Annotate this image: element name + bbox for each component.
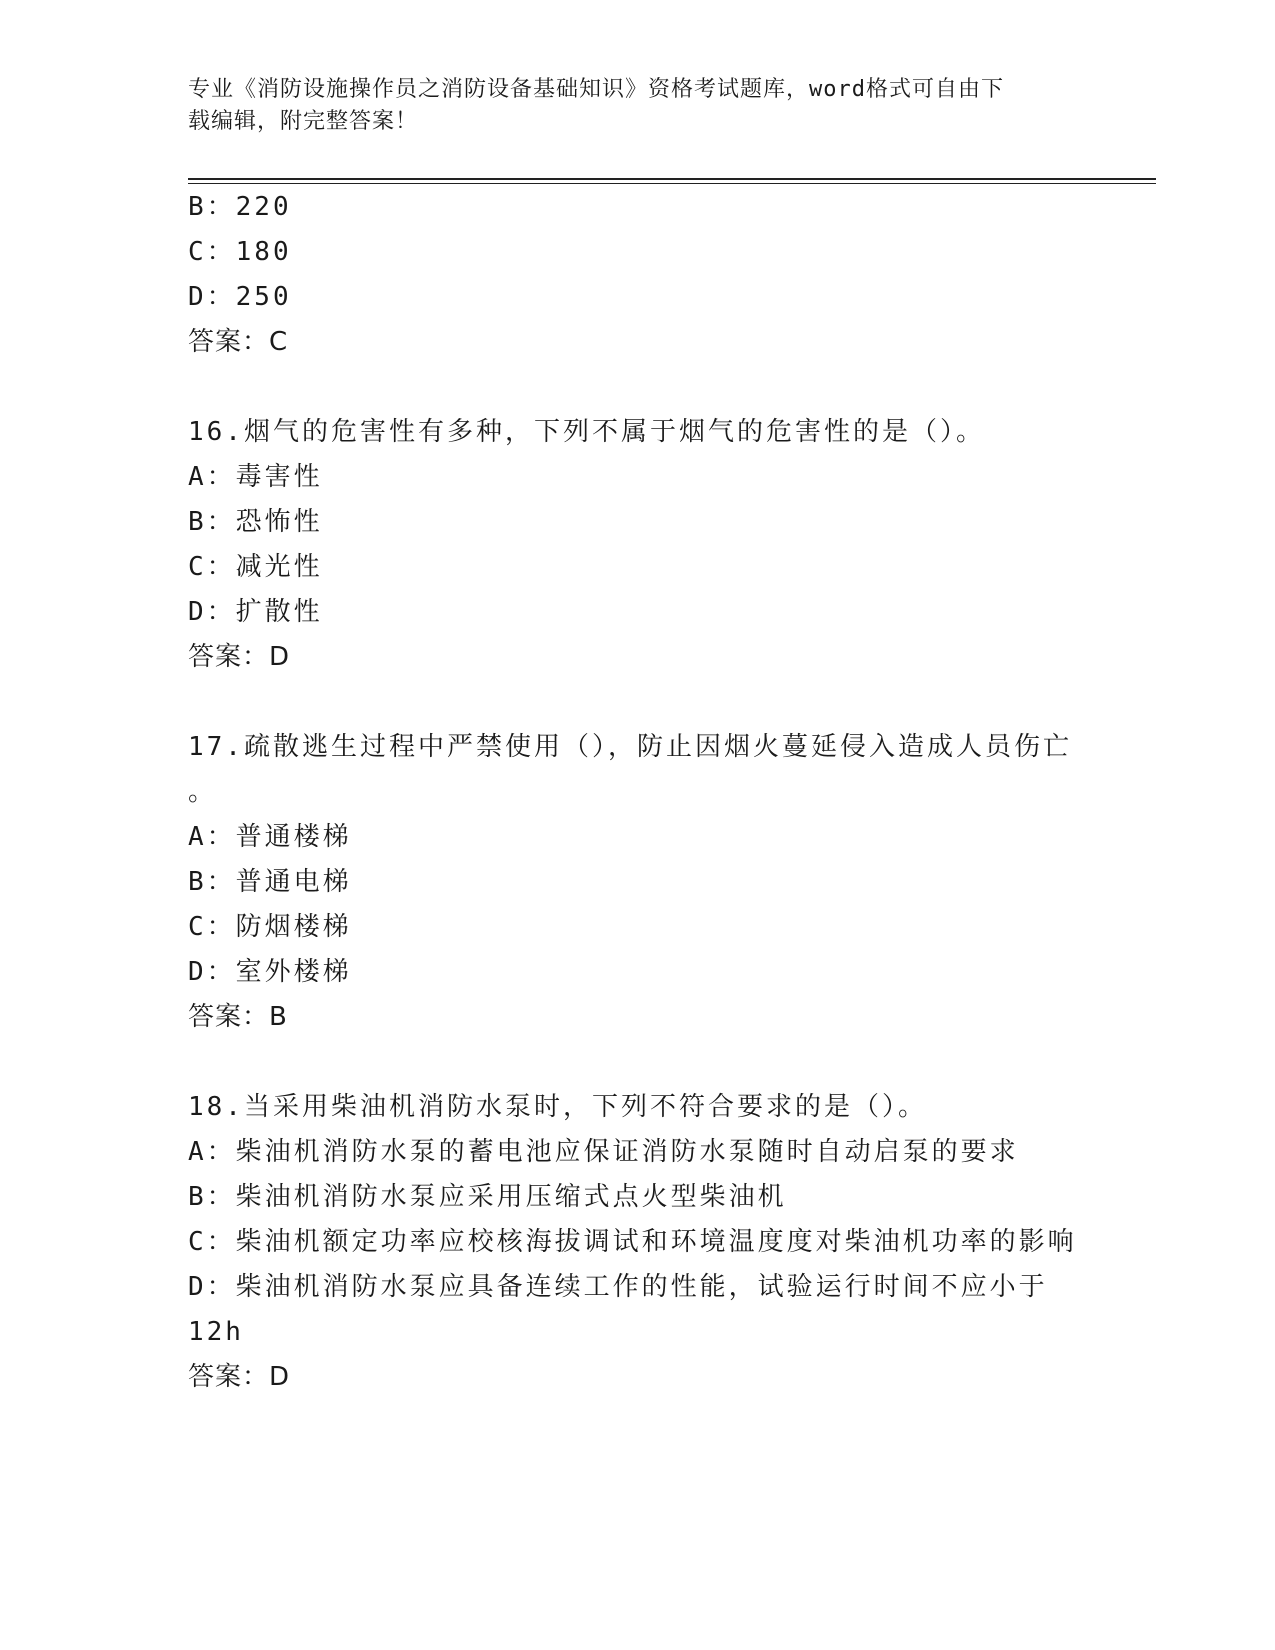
header-rule-thin <box>188 183 1156 184</box>
prev-option-c: C：180 <box>188 237 292 267</box>
q18-stem: 18.当采用柴油机消防水泵时，下列不符合要求的是（）。 <box>188 1092 927 1122</box>
prev-option-b: B：220 <box>188 192 292 222</box>
prev-answer: 答案：C <box>188 327 289 357</box>
page-header <box>188 74 1088 138</box>
q18-option-b: B：柴油机消防水泵应采用压缩式点火型柴油机 <box>188 1182 787 1212</box>
q17-stem-line-1: 17.疏散逃生过程中严禁使用（），防止因烟火蔓延侵入造成人员伤亡 <box>188 732 1072 762</box>
q17-stem-line-2: 。 <box>188 777 218 807</box>
header-line-1: 专业《消防设施操作员之消防设备基础知识》资格考试题库，word格式可自由下 <box>188 77 1004 102</box>
q16-stem: 16.烟气的危害性有多种，下列不属于烟气的危害性的是（）。 <box>188 417 985 447</box>
q18-option-a: A：柴油机消防水泵的蓄电池应保证消防水泵随时自动启泵的要求 <box>188 1137 1019 1167</box>
q16-answer: 答案：D <box>188 642 291 672</box>
q18-option-c: C：柴油机额定功率应校核海拔调试和环境温度度对柴油机功率的影响 <box>188 1227 1077 1257</box>
q16-option-d: D：扩散性 <box>188 597 323 627</box>
q17-option-b: B：普通电梯 <box>188 867 352 897</box>
q17-answer: 答案：B <box>188 1002 288 1032</box>
q17-option-a: A：普通楼梯 <box>188 822 352 852</box>
prev-option-d: D：250 <box>188 282 292 312</box>
q18-answer: 答案：D <box>188 1362 291 1392</box>
q16-option-a: A：毒害性 <box>188 462 323 492</box>
q17-option-d: D：室外楼梯 <box>188 957 352 987</box>
q18-option-d-line-1: D：柴油机消防水泵应具备连续工作的性能，试验运行时间不应小于 <box>188 1272 1048 1302</box>
header-line-2: 载编辑，附完整答案！ <box>188 109 419 134</box>
q16-option-c: C：减光性 <box>188 552 323 582</box>
header-rule-thick <box>188 178 1156 180</box>
q18-option-d-line-2: 12h <box>188 1317 244 1347</box>
q17-option-c: C：防烟楼梯 <box>188 912 352 942</box>
q16-option-b: B：恐怖性 <box>188 507 323 537</box>
